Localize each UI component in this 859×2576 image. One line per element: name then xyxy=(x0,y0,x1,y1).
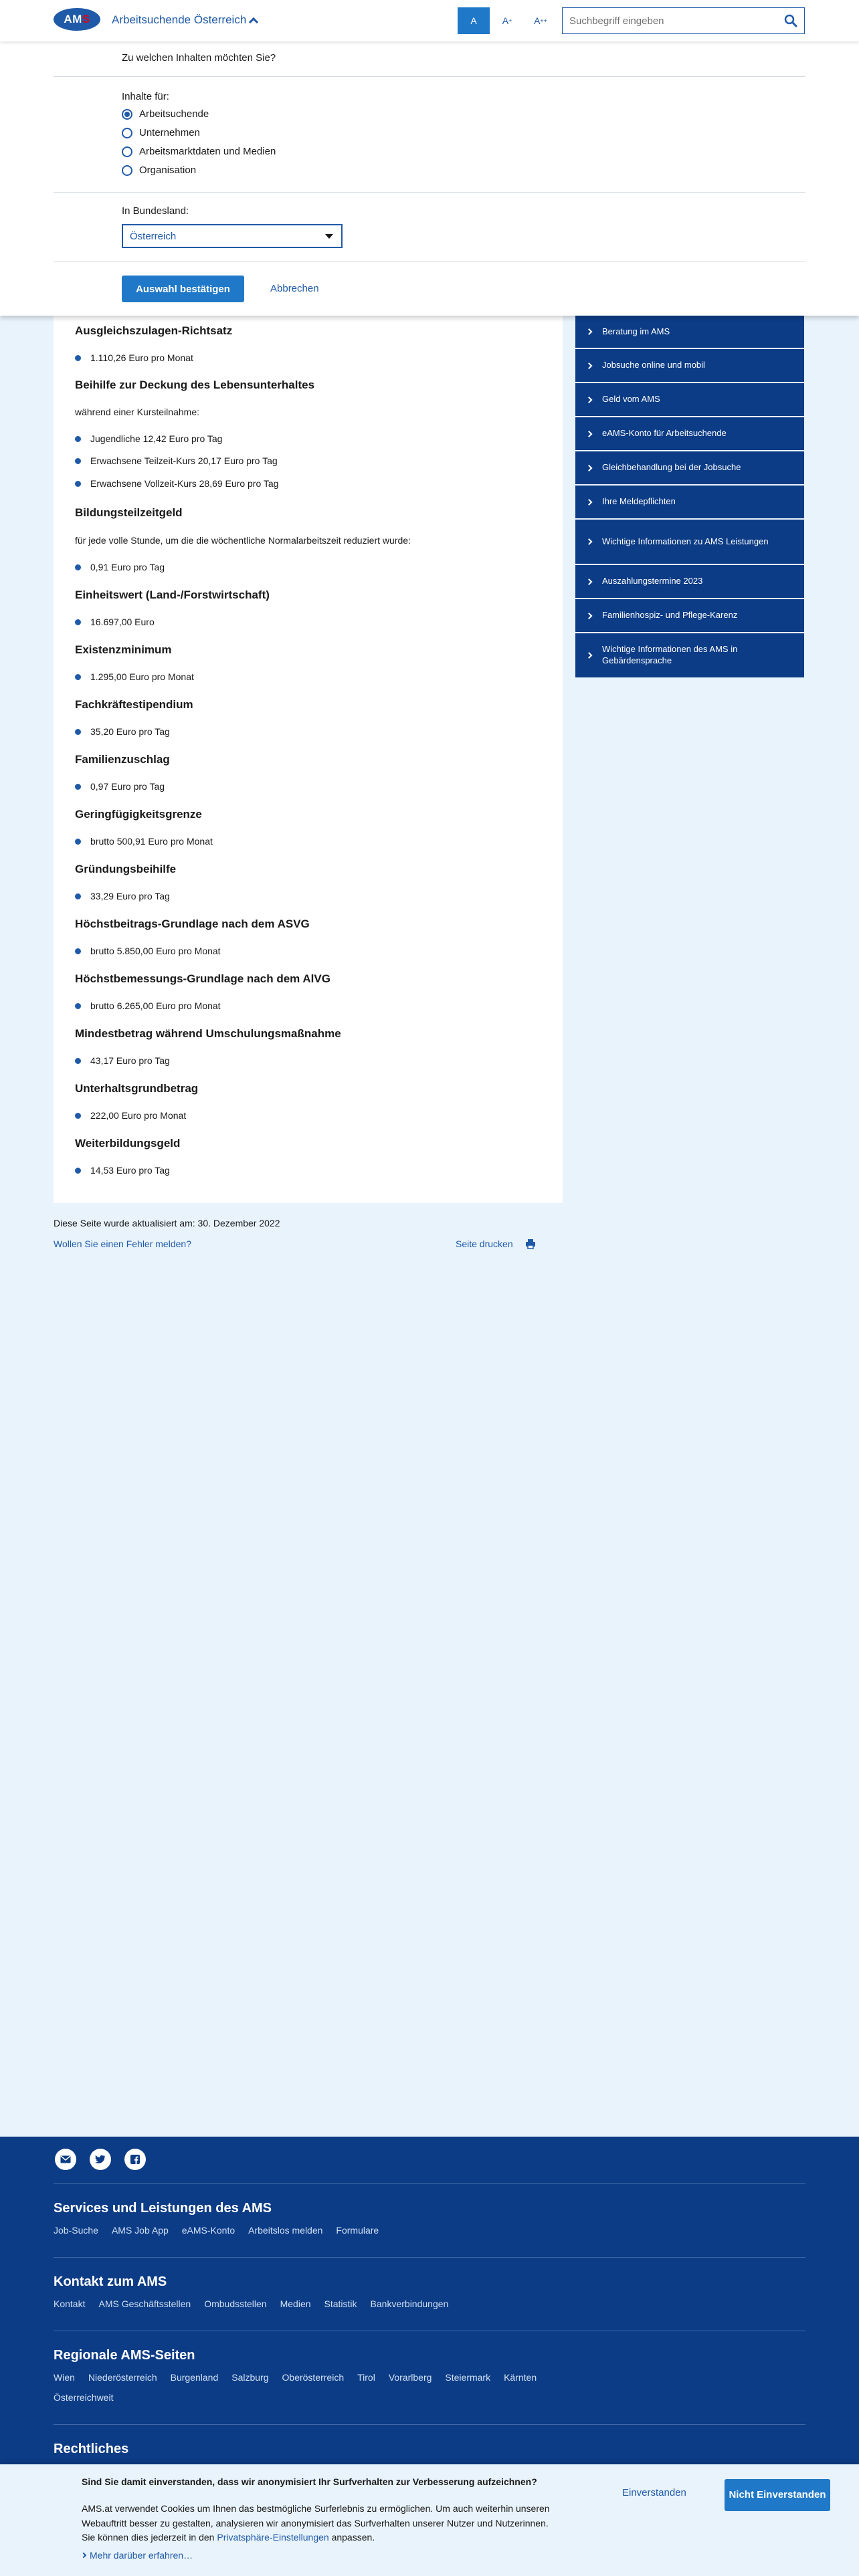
footer-link[interactable]: Medien xyxy=(280,2298,311,2309)
section-title: Ausgleichszulagen-Richtsatz xyxy=(75,324,233,337)
top-header xyxy=(0,0,859,41)
section-title: Familienzuschlag xyxy=(75,753,170,766)
footer-link[interactable]: Vorarlberg xyxy=(388,2372,432,2383)
radio-arbeitsuchende[interactable] xyxy=(122,108,209,120)
search-box xyxy=(562,7,805,34)
list-item xyxy=(75,1055,170,1066)
divider xyxy=(54,261,805,262)
confirm-selection-button[interactable]: Auswahl bestätigen xyxy=(122,276,244,302)
section-title: Geringfügigkeitsgrenze xyxy=(75,808,202,821)
list-item xyxy=(75,836,213,847)
footer-link[interactable]: eAMS-Konto xyxy=(181,2225,235,2236)
state-select-value: Österreich xyxy=(130,230,177,242)
bullet-icon xyxy=(75,784,81,790)
sidebar-item-gleichbehandlung[interactable] xyxy=(575,451,804,486)
audience-selector-panel xyxy=(0,41,859,316)
sidebar-item-label: Wichtige Informationen zu AMS Leistungen xyxy=(602,536,769,546)
search-button[interactable] xyxy=(777,8,804,33)
caret-down-icon xyxy=(325,234,333,239)
ams-logo[interactable] xyxy=(54,8,100,31)
sidebar-item-jobsuche[interactable] xyxy=(575,349,804,383)
footer-link[interactable]: Oberösterreich xyxy=(282,2372,345,2383)
decline-cookies-button[interactable]: Nicht Einverstanden xyxy=(725,2479,830,2511)
sidebar-item-geld[interactable] xyxy=(575,383,804,417)
twitter-icon[interactable] xyxy=(90,2149,111,2170)
list-item xyxy=(75,1165,170,1176)
list-item-text: 16.697,00 Euro xyxy=(90,617,155,627)
footer-link[interactable]: Job-Suche xyxy=(54,2225,98,2236)
facebook-icon[interactable] xyxy=(124,2149,146,2170)
cookie-text xyxy=(82,2502,557,2545)
sidebar-item-label: Beratung im AMS xyxy=(602,326,670,336)
chevron-right-icon xyxy=(586,499,593,506)
list-item xyxy=(75,455,278,466)
cookie-title: Sind Sie damit einverstanden, dass wir anonymisiert Ihr Surfverhalten zur Verbesserung aufzeichnen? xyxy=(82,2476,537,2487)
list-item-text: Jugendliche 12,42 Euro pro Tag xyxy=(90,433,223,444)
footer-link[interactable]: Statistik xyxy=(324,2298,357,2309)
state-select[interactable] xyxy=(122,224,343,248)
learn-more-link[interactable] xyxy=(82,2550,193,2561)
bullet-icon xyxy=(75,619,81,625)
radio-label: Arbeitsuchende xyxy=(139,108,209,120)
section-intro: während einer Kursteilnahme: xyxy=(75,407,199,417)
sidebar-item-label: Geld vom AMS xyxy=(602,394,660,405)
section-title: Einheitswert (Land-/Forstwirtschaft) xyxy=(75,588,270,601)
services-title: Services und Leistungen des AMS xyxy=(54,2201,272,2216)
list-item-text: 1.295,00 Euro pro Monat xyxy=(90,671,194,682)
sidebar-item-label: Familienhospiz- und Pflege-Karenz xyxy=(602,610,738,621)
print-page-link[interactable] xyxy=(456,1239,536,1249)
chevron-right-icon xyxy=(586,362,593,369)
regional-links xyxy=(54,2372,562,2403)
footer-link[interactable]: Salzburg xyxy=(231,2372,269,2383)
font-size-sup: ++ xyxy=(540,17,547,24)
sidebar-item-familienhospiz[interactable] xyxy=(575,599,804,633)
chevron-right-icon xyxy=(586,613,593,619)
divider xyxy=(54,76,805,77)
radio-organisation[interactable] xyxy=(122,165,196,176)
logo-text-red: S xyxy=(82,13,90,25)
contact-title: Kontakt zum AMS xyxy=(54,2274,167,2289)
list-item-text: Erwachsene Vollzeit-Kurs 28,69 Euro pro Tag xyxy=(90,478,279,489)
learn-more-label: Mehr darüber erfahren… xyxy=(90,2550,193,2561)
sidebar-item-auszahlungstermine[interactable] xyxy=(575,565,804,599)
footer-divider xyxy=(54,2183,805,2184)
bullet-icon xyxy=(75,948,81,954)
search-input[interactable] xyxy=(563,8,777,33)
footer-link[interactable]: Kärnten xyxy=(504,2372,537,2383)
bullet-icon xyxy=(75,1168,81,1174)
list-item-text: brutto 500,91 Euro pro Monat xyxy=(90,836,213,847)
footer-link[interactable]: Wien xyxy=(54,2372,75,2383)
list-item-text: brutto 5.850,00 Euro pro Monat xyxy=(90,946,221,956)
font-size-label: A xyxy=(470,15,477,26)
regional-title: Regionale AMS-Seiten xyxy=(54,2348,195,2363)
state-label: In Bundesland: xyxy=(122,205,189,217)
sidebar-item-label: eAMS-Konto für Arbeitsuchende xyxy=(602,428,727,439)
chevron-right-icon xyxy=(586,465,593,471)
radio-arbeitsmarktdaten[interactable] xyxy=(122,146,276,157)
list-item xyxy=(75,562,165,572)
section-title: Gründungsbeihilfe xyxy=(75,863,177,875)
list-item xyxy=(75,352,193,363)
list-item xyxy=(75,781,165,792)
list-item-text: 222,00 Euro pro Monat xyxy=(90,1110,187,1121)
cancel-button[interactable]: Abbrechen xyxy=(270,283,319,294)
sidebar-item-meldepflichten[interactable] xyxy=(575,486,804,520)
footer-link[interactable]: Arbeitslos melden xyxy=(248,2225,323,2236)
footer-divider xyxy=(54,2424,805,2425)
services-links xyxy=(54,2225,805,2236)
footer-link[interactable]: Österreichweit xyxy=(54,2392,114,2403)
cookie-text-before: AMS.at verwendet Cookies um Ihnen das bestmögliche Surferlebnis zu ermöglichen. Um auch weiterhin unseren Webauftritt besser zu gestalten, analysieren wir anonymisiert das Surfverhalten unserer Nutzer und Nutzerinnen. Sie können dies jederzeit in den xyxy=(82,2503,550,2543)
bullet-icon xyxy=(75,839,81,845)
sidebar-item-label: Wichtige Informationen des AMS in Gebärdensprache xyxy=(602,644,738,665)
list-item xyxy=(75,617,155,627)
report-error-link[interactable]: Wollen Sie einen Fehler melden? xyxy=(54,1239,191,1249)
sidebar-item-label: Gleichbehandlung bei der Jobsuche xyxy=(602,462,741,473)
footer-link[interactable]: Steiermark xyxy=(445,2372,491,2383)
footer-link[interactable]: AMS Geschäftsstellen xyxy=(98,2298,191,2309)
sidebar-nav xyxy=(575,316,804,679)
footer-divider xyxy=(54,2257,805,2258)
bullet-icon xyxy=(75,458,81,464)
chevron-right-icon xyxy=(586,431,593,437)
logo-text: AM xyxy=(64,13,82,25)
footer-link[interactable]: Bankverbindungen xyxy=(370,2298,449,2309)
sidebar-item-label: Ihre Meldepflichten xyxy=(602,496,676,507)
email-icon[interactable] xyxy=(55,2149,76,2170)
cookie-text-after: anpassen. xyxy=(328,2532,375,2543)
cookie-consent-bar xyxy=(0,2464,859,2576)
section-title: Unterhaltsgrundbetrag xyxy=(75,1082,199,1095)
last-updated-text: Diese Seite wurde aktualisiert am: 30. Dezember 2022 xyxy=(54,1218,280,1228)
chevron-right-icon xyxy=(586,578,593,585)
privacy-settings-link[interactable]: Privatsphäre-Einstellungen xyxy=(217,2532,329,2543)
font-size-sup: + xyxy=(508,17,512,24)
printer-icon xyxy=(525,1239,536,1249)
list-item-text: brutto 6.265,00 Euro pro Monat xyxy=(90,1000,221,1011)
section-intro: für jede volle Stunde, um die die wöchentliche Normalarbeitszeit reduziert wurde: xyxy=(75,535,411,546)
list-item-text: 35,20 Euro pro Tag xyxy=(90,726,170,737)
footer-link[interactable]: AMS Job App xyxy=(111,2225,169,2236)
selector-question: Zu welchen Inhalten möchten Sie? xyxy=(122,52,276,64)
sidebar-item-gebaerdensprache[interactable] xyxy=(575,633,804,679)
section-title: Bildungsteilzeitgeld xyxy=(75,506,183,519)
font-size-label: A xyxy=(502,15,509,26)
list-item-text: 1.110,26 Euro pro Monat xyxy=(90,352,193,363)
sidebar-item-leistungen[interactable] xyxy=(575,520,804,565)
radio-unternehmen[interactable] xyxy=(122,127,200,138)
list-item xyxy=(75,433,222,444)
list-item xyxy=(75,726,170,737)
chevron-right-icon xyxy=(586,328,593,335)
radio-label: Unternehmen xyxy=(139,127,200,138)
search-icon xyxy=(784,14,797,27)
radio-dot xyxy=(122,109,132,120)
section-title: Existenzminimum xyxy=(75,643,172,656)
bullet-icon xyxy=(75,355,81,361)
footer-link[interactable]: Burgenland xyxy=(170,2372,219,2383)
sidebar-item-label: Jobsuche online und mobil xyxy=(602,360,705,370)
section-title: Höchstbemessungs-Grundlage nach dem AlVG xyxy=(75,972,330,985)
content-for-label: Inhalte für: xyxy=(122,91,169,102)
bullet-icon xyxy=(75,1058,81,1064)
footer-link[interactable]: Niederösterreich xyxy=(88,2372,157,2383)
list-item-text: 33,29 Euro pro Tag xyxy=(90,891,170,901)
sidebar-item-eams-konto[interactable] xyxy=(575,417,804,451)
chevron-right-icon xyxy=(586,538,593,545)
accept-cookies-button[interactable]: Einverstanden xyxy=(622,2487,686,2498)
font-size-large-button[interactable] xyxy=(491,7,523,34)
bullet-icon xyxy=(75,674,81,680)
legal-title: Rechtliches xyxy=(54,2442,129,2456)
list-item xyxy=(75,891,170,901)
list-item xyxy=(75,1110,186,1121)
sidebar-item-beratung[interactable] xyxy=(575,316,804,349)
section-title: Mindestbetrag während Umschulungsmaßnahme xyxy=(75,1027,341,1040)
list-item xyxy=(75,1000,221,1011)
section-title: Fachkräftestipendium xyxy=(75,698,193,711)
chevron-right-icon xyxy=(81,2553,86,2558)
bullet-icon xyxy=(75,1113,81,1119)
radio-dot xyxy=(122,128,132,138)
list-item-text: 43,17 Euro pro Tag xyxy=(90,1055,170,1066)
chevron-right-icon xyxy=(586,652,593,659)
font-size-xlarge-button[interactable] xyxy=(524,7,557,34)
radio-dot xyxy=(122,165,132,176)
sidebar-item-label: Auszahlungstermine 2023 xyxy=(602,576,703,586)
bullet-icon xyxy=(75,481,81,487)
chevron-right-icon xyxy=(586,397,593,403)
section-title: Höchstbeitrags-Grundlage nach dem ASVG xyxy=(75,918,310,930)
radio-dot xyxy=(122,146,132,157)
section-title: Beihilfe zur Deckung des Lebensunterhaltes xyxy=(75,379,315,391)
bullet-icon xyxy=(75,436,81,442)
footer-link[interactable]: Kontakt xyxy=(54,2298,86,2309)
font-size-normal-button[interactable] xyxy=(458,7,490,34)
radio-label: Organisation xyxy=(139,165,197,176)
footer-link[interactable]: Formulare xyxy=(336,2225,379,2236)
bullet-icon xyxy=(75,729,81,735)
audience-selector[interactable] xyxy=(112,13,257,27)
radio-label: Arbeitsmarktdaten und Medien xyxy=(139,146,276,157)
bullet-icon xyxy=(75,893,81,899)
print-label: Seite drucken xyxy=(456,1239,513,1249)
divider xyxy=(54,192,805,193)
list-item-text: 0,91 Euro pro Tag xyxy=(90,562,165,572)
list-item xyxy=(75,671,194,682)
font-size-label: A xyxy=(534,15,541,26)
footer-link[interactable]: Ombudsstellen xyxy=(204,2298,267,2309)
audience-label: Arbeitsuchende Österreich xyxy=(112,13,247,26)
chevron-up-icon xyxy=(249,17,258,26)
list-item-text: 14,53 Euro pro Tag xyxy=(90,1165,170,1176)
list-item-text: 0,97 Euro pro Tag xyxy=(90,781,165,792)
list-item xyxy=(75,946,221,956)
list-item xyxy=(75,478,278,489)
footer-link[interactable]: Tirol xyxy=(357,2372,375,2383)
section-title: Weiterbildungsgeld xyxy=(75,1137,181,1150)
contact-links xyxy=(54,2298,805,2309)
list-item-text: Erwachsene Teilzeit-Kurs 20,17 Euro pro Tag xyxy=(90,455,278,466)
bullet-icon xyxy=(75,1003,81,1009)
bullet-icon xyxy=(75,564,81,570)
